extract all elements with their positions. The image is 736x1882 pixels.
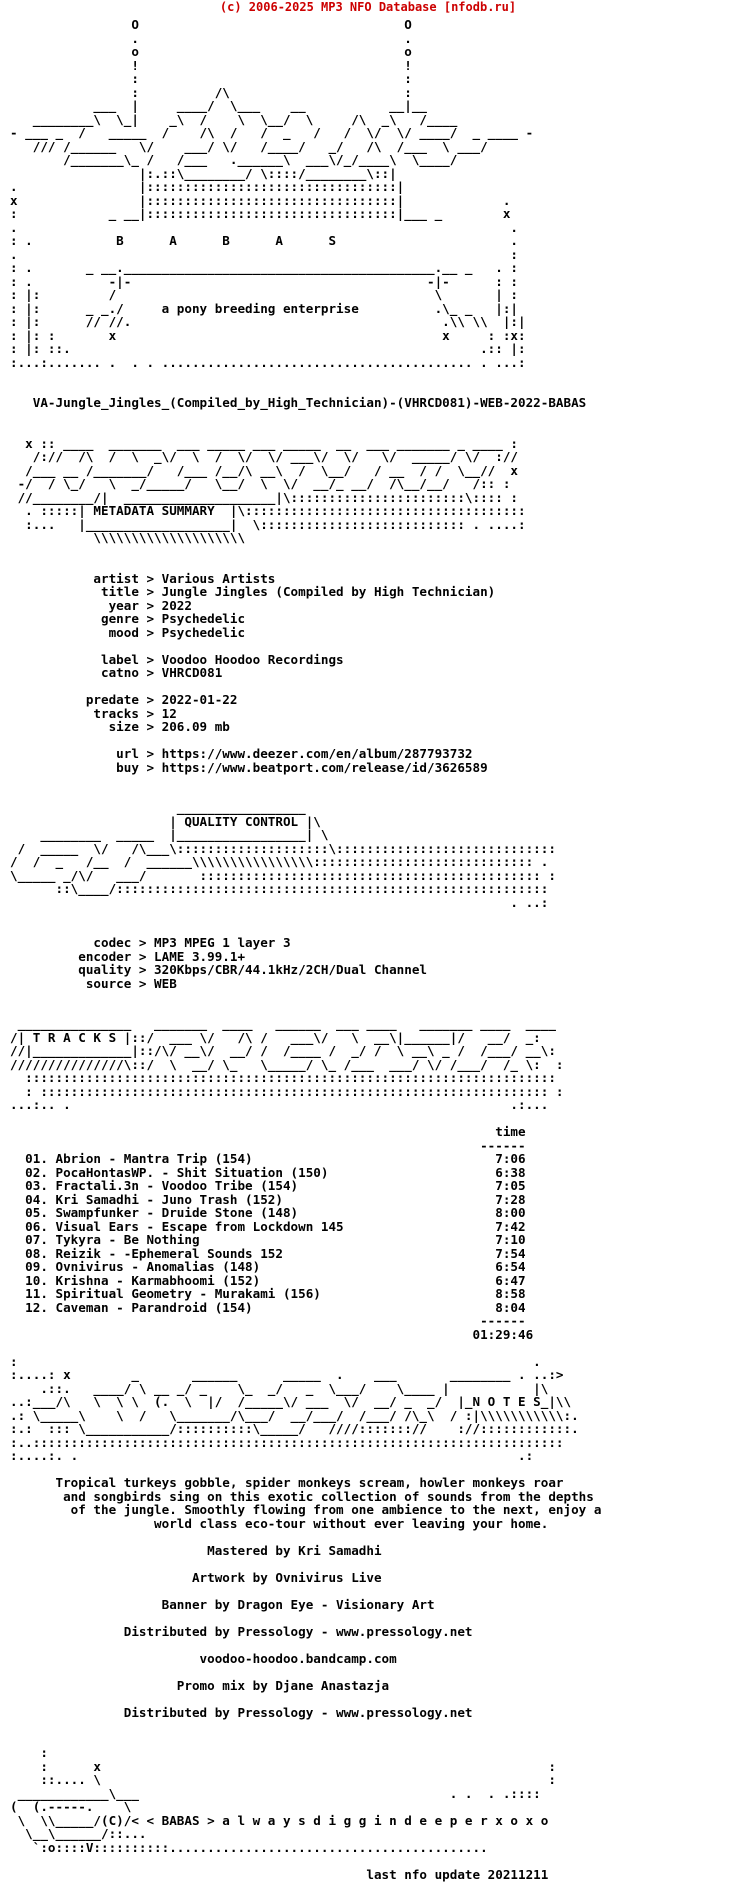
nfodb-header-link[interactable]: (c) 2006-2025 MP3 NFO Database [nfodb.ru]	[219, 0, 517, 14]
nfo-content: O O . . o o ! ! : : : /\ : ___ | ____/ \___ __ __|__ ________\ \_| _\ / \ \__/ \ /\ _\ /____ - ___ _ / _____ / /\ / / _ / / \/ \/ ____/ _ ____ - /// /______ \/ ___/ \/ /____/ _/ /\ /___ \ ___/ /_______\_ / /___ .______\ ___\/_/____\ \____/ |:.::\________/ \::::/________\::| . |:::::::::::::::::::::::::::::::::| x |:::::::::::::::::::::::::::::::::| . : _ __|:::::::::::::::::::::::::::::::::|___ _ x . . : . B A B A S . . : : . _ __._________________________________________.__ _ . : : . -|- -|- : : : |: / \ | : : |: _ _./ a pony breeding enterprise .\_ _ |:| : |: // //. .\\ \\ |:| : |: : x x : :x: : |: ::. .:: |: :...:....... . . . ......................................... . ...: VA-Jungle_Jingles_(Compiled_by_High_Technician)-(VHRCD081)-WEB-2022-BABAS x :: ____ _______ ___ _____ ___ _____ __ ___ _______ _ ____ : /:// /\ / \ _\/ \ / \/ \/ ___\/ \/ \/ _____/ \/ :// /___ __ /_______/ /___ /__/\ __\ / \__/ / __ / / \__// x -/ / \_/ \ _/_____/ \__/ \ \/ __/_ __/ /\__/__/ /:: : //________/| ____________________|\:::::::::::::::::::::::\:::: : . :::::| METADATA SUMMARY |\::::::::::::::::::::::::::::::::::::: :... |___________________| \::::::::::::::::::::::::::: . ....: \\\\\\\\\\\\\\\\\\\\ artist > Various Artists title > Jungle Jingles (Compiled by High Technician) year > 2022 genre > Psychedelic mood > Psychedelic label > Voodoo Hoodoo Recordings catno > VHRCD081 predate > 2022-01-22 tracks > 12 size > 206.09 mb url > https://www.deezer.com/en/album/287793732 buy > https://www.beatport.com/release/id/3626589 _________________ | QUALITY CONTROL |\ ________ _____ |_________________| \ / _____ \/ /\___\::::::::::::::::::::\::::::::::::::::::::::::::::: / / _ /__ / ______\\\\\\\\\\\\\\\\::::::::::::::::::::::::::::: . \_____ _/\/ ___/ ::::::::::::::::::::::::::::::::::::::::::::: : ::\____/::::::::::::::::::::::::::::::::::::::::::::::::::::::::: . ..: codec > MP3 MPEG 1 layer 3 encoder > LAME 3.99.1+ quality > 320Kbps/CBR/44.1kHz/2CH/Dual Channel source > WEB _______________ _______ ____ ______ ___ ____ _______ ____ ____ /| T R A C K S |::/ ___ \/ /\ / ___\/ \ __\|______|/ __/ _: //|_____________|::/\/ __\/ __/ / /____ / _/ / \ __\ _ / /___/ __\: ///////////////\::/ \ __/ \_ \_____/ \_ /___ ___/ \/ /___/ /_ \: : :::::::::::::::::::::::::::::::::::::::::::::::::::::::::::::::::::::: : ::::::::::::::::::::::::::::::::::::::::::::::::::::::::::::::::::: : ...:.. . .:... time ------ 01. Abrion - Mantra Trip (154) 7:06 02. PocaHontasWP. - Shit Situation (150) 6:38 03. Fractali.3n - Voodoo Tribe (154) 7:05 04. Kri Samadhi - Juno Trash (152) 7:28 05. Swampfunker - Druide Stone (148) 8:00 06. Visual Ears - Escape from Lockdown 145 7:42 07. Tykyra - Be Nothing 7:10 08. Reizik - -Ephemeral Sounds 152 7:54 09. Ovnivirus - Anomalias (148) 6:54 10. Krishna - Karmabhoomi (152) 6:47 11. Spiritual Geometry - Murakami (156) 8:58 12. Caveman - Parandroid (154) 8:04 ------ 01:29:46 : . :....: x _ ______ _____ . ___ ________ . ..:> .::. ____/ \ __ _/ _ \_ _/ _ \___/ \____ | |\ ..:___/\ \ \ \ (. \ |/ /_____\/ ___ \/ __/ _ _/ |_N O T E S_|\\ .: \_____\ \ / \_______/\___/ __/___/ /___/ /\_\ / :|\\\\\\\\\\\:. :.: ::: \___________/::::::::::\_____/ ////:::::::// ://::::::::::::. :..:::::::::::::::::::::::::::::::::::::::::::::::::::::::::::::::::::::: :....:. . .: Tropical turkeys gobble, spider monkeys scream, howler monkeys roar and songbirds sing on this exotic collection of sounds from the depths of the jungle. Smoothly flowing from one ambience to the next, enjoy a world class eco-tour without ever leaving your home. Mastered by Kri Samadhi Artwork by Ovnivirus Live Banner by Dragon Eye - Visionary Art Distributed by Pressology - www.pressology.net voodoo-hoodoo.bandcamp.com Promo mix by Djane Anastazja Distributed by Pressology - www.pressology.net : : x : ::.... \ : ____________\___ . . . .:::: ( (.-----. \ \ \\_____/(C)/< < BABAS > a l w a y s d i g g i n d e e p e r x o x o \__\______/::... `:o::::V::::::::::.......................................... last nfo update 20211211	[10, 17, 602, 1882]
